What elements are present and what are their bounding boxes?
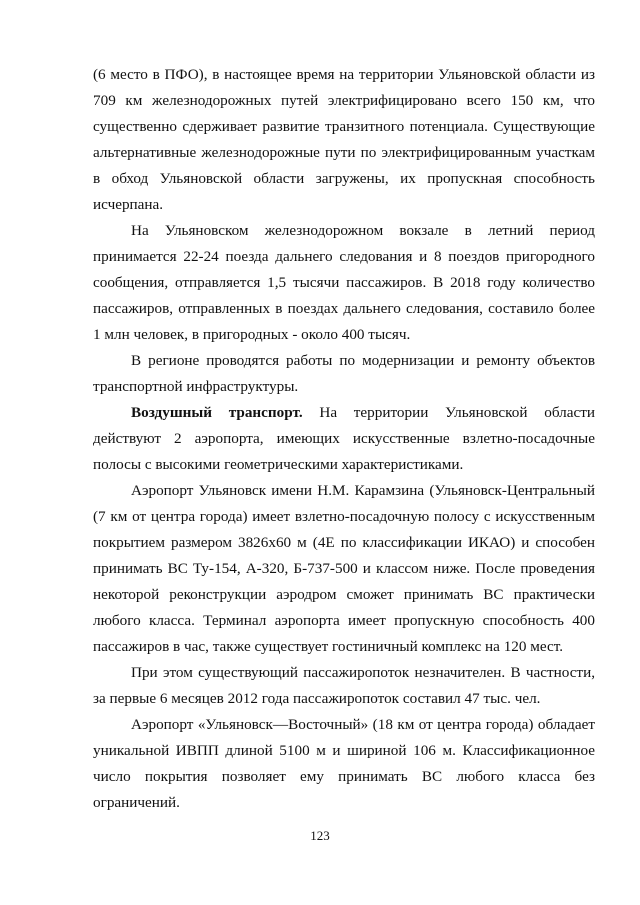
page-number: 123 <box>310 828 330 843</box>
body-text <box>93 62 595 816</box>
paragraph-passenger-flow: При этом существующий пассажиропоток незначителен. В частности, за первые 6 месяцев 2012 года пассажиропоток составил 47 тыс. чел. <box>93 664 595 707</box>
section-heading-air-transport: Воздушный транспорт. <box>131 404 303 421</box>
paragraph-vostochny-airport: Аэропорт «Ульяновск—Восточный» (18 км от центра города) обладает уникальной ИВПП длиной 5100 м и шириной 106 м. Классификационное число покрытия позволяет ему принимать ВС любого класса без ограничений. <box>93 716 595 811</box>
paragraph-air-transport <box>93 400 595 478</box>
paragraph-karamzin-airport: Аэропорт Ульяновск имени Н.М. Карамзина (Ульяновск-Центральный (7 км от центра города) имеет взлетно-посадочную полосу с искусственным покрытием размером 3826х60 м (4Е по классификации ИКАО) и способен принимать ВС Ту-154, А-320, Б-737-500 и классом ниже. После проведения некоторой реконструкции аэродром сможет принимать ВС практически любого класса. Терминал аэропорта имеет пропускную способность 400 пассажиров в час, также существует гостиничный комплекс на 120 мест. <box>93 482 595 655</box>
paragraph-railway-electrification: (6 место в ПФО), в настоящее время на территории Ульяновской области из 709 км железнодорожных путей электрифицировано всего 150 км, что существенно сдерживает развитие транзитного потенциала. Существующие альтернативные железнодорожные пути по электрифицированным участкам в обход Ульяновской области загружены, их пропускная способность исчерпана. <box>93 66 595 213</box>
paragraph-air-transport-text: На территории Ульяновской области действуют 2 аэропорта, имеющих искусственные взлетно-посадочные полосы с высокими геометрическими характеристиками. <box>93 404 595 473</box>
paragraph-railway-station: На Ульяновском железнодорожном вокзале в летний период принимается 22-24 поезда дальнего следования и 8 поездов пригородного сообщения, отправляется 1,5 тысячи пассажиров. В 2018 году количество пассажиров, отправленных в поездах дальнего следования, составило более 1 млн человек, в пригородных - около 400 тысяч. <box>93 222 595 343</box>
paragraph-modernization: В регионе проводятся работы по модернизации и ремонту объектов транспортной инфраструктуры. <box>93 352 595 395</box>
